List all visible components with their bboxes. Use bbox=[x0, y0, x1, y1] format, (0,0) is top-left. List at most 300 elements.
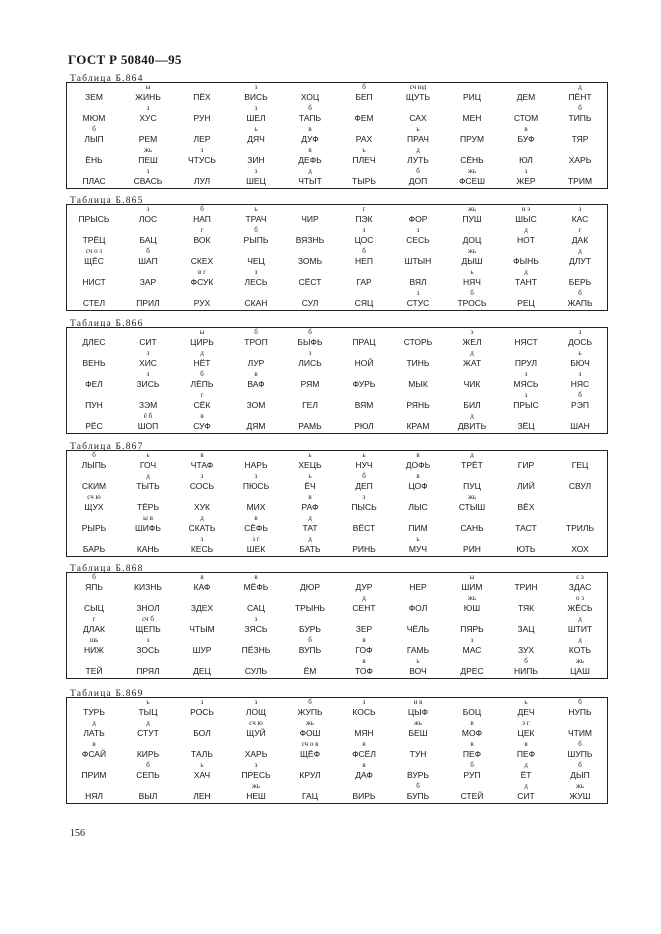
pronunciation-mark: в bbox=[254, 514, 258, 522]
pronunciation-mark: жь bbox=[467, 167, 477, 175]
word-text: НИЖ bbox=[83, 645, 105, 655]
pronunciation-mark: д bbox=[146, 719, 150, 727]
word-cell bbox=[229, 472, 283, 493]
word-text: ЗЁЦ bbox=[517, 421, 535, 431]
word-text: ДЯМ bbox=[246, 421, 266, 431]
word-table bbox=[66, 450, 608, 557]
word-cell bbox=[121, 125, 175, 146]
word-text: ФОЛ bbox=[408, 603, 428, 613]
pronunciation-mark: б bbox=[578, 289, 582, 297]
word-cell bbox=[553, 636, 607, 657]
word-text: ПРАЧ bbox=[407, 134, 429, 144]
word-cell bbox=[283, 451, 337, 472]
word-text: ВЯМ bbox=[354, 400, 374, 410]
word-text: ЩУТЬ bbox=[405, 92, 431, 102]
word-cell bbox=[391, 615, 445, 636]
word-cell bbox=[229, 636, 283, 657]
table-row bbox=[67, 226, 607, 247]
word-text: ХАЧ bbox=[193, 770, 211, 780]
word-text: РОСЬ bbox=[190, 707, 214, 717]
pronunciation-mark: г bbox=[92, 615, 96, 623]
word-cell bbox=[283, 594, 337, 615]
table-row bbox=[67, 247, 607, 268]
word-text: СУЛ bbox=[301, 298, 319, 308]
word-text: ТЫЦ bbox=[138, 707, 158, 717]
pronunciation-mark: ь bbox=[416, 125, 420, 133]
word-cell bbox=[283, 740, 337, 761]
word-text: МЫК bbox=[408, 379, 428, 389]
word-cell bbox=[121, 535, 175, 556]
word-cell bbox=[445, 719, 499, 740]
word-cell bbox=[229, 268, 283, 289]
word-cell bbox=[553, 740, 607, 761]
pronunciation-mark: о з bbox=[575, 594, 584, 602]
word-cell bbox=[391, 391, 445, 412]
pronunciation-mark: з bbox=[146, 349, 150, 357]
table-row bbox=[67, 782, 607, 803]
pronunciation-mark: в bbox=[362, 657, 366, 665]
word-cell bbox=[337, 514, 391, 535]
word-cell bbox=[391, 167, 445, 188]
word-text: ПРЫС bbox=[513, 400, 539, 410]
word-text: ПРАЦ bbox=[352, 337, 376, 347]
word-text: СТЕЙ bbox=[460, 791, 484, 801]
word-cell bbox=[499, 782, 553, 803]
word-cell bbox=[445, 451, 499, 472]
word-text: НЕШ bbox=[246, 791, 266, 801]
word-text: ДАФ bbox=[355, 770, 373, 780]
word-cell bbox=[67, 391, 121, 412]
word-text: ЦИРЬ bbox=[190, 337, 214, 347]
word-cell bbox=[499, 472, 553, 493]
pronunciation-mark: жь bbox=[143, 146, 153, 154]
word-cell bbox=[499, 328, 553, 349]
word-cell bbox=[67, 451, 121, 472]
word-text: ЗНОЛ bbox=[136, 603, 160, 613]
word-text: ЧТЫМ bbox=[189, 624, 215, 634]
word-cell bbox=[229, 349, 283, 370]
word-cell bbox=[175, 104, 229, 125]
word-cell bbox=[175, 370, 229, 391]
word-cell bbox=[553, 657, 607, 678]
word-text: ФЕМ bbox=[354, 113, 374, 123]
word-text: СВАСЬ bbox=[133, 176, 163, 186]
word-cell bbox=[391, 493, 445, 514]
word-text: РЫРЬ bbox=[81, 523, 107, 533]
word-cell bbox=[499, 146, 553, 167]
pronunciation-mark: б bbox=[524, 657, 528, 665]
word-text: ВИСЬ bbox=[244, 92, 268, 102]
word-text: ДОФЬ bbox=[405, 460, 431, 470]
word-text: ТЫТЬ bbox=[136, 481, 160, 491]
word-cell bbox=[67, 615, 121, 636]
word-text: ВЯЗНЬ bbox=[295, 235, 325, 245]
word-text: СТЫШ bbox=[458, 502, 486, 512]
word-cell bbox=[445, 125, 499, 146]
word-text: ЁНЬ bbox=[85, 155, 103, 165]
word-text: ХАРЬ bbox=[568, 155, 592, 165]
word-text: ЧИК bbox=[463, 379, 481, 389]
word-text: ПЁХ bbox=[193, 92, 211, 102]
word-cell bbox=[229, 493, 283, 514]
word-table bbox=[66, 204, 608, 311]
word-text: НАП bbox=[193, 214, 211, 224]
word-text: ХИС bbox=[139, 358, 157, 368]
word-cell bbox=[553, 514, 607, 535]
word-cell bbox=[121, 391, 175, 412]
word-text: ЛУЛ bbox=[193, 176, 211, 186]
word-text: ПЮСЬ bbox=[242, 481, 270, 491]
word-text: РЯМ bbox=[300, 379, 320, 389]
word-cell bbox=[229, 782, 283, 803]
word-text: РУХ bbox=[193, 298, 211, 308]
word-cell bbox=[553, 247, 607, 268]
word-text: БИЛ bbox=[463, 400, 481, 410]
word-cell bbox=[499, 698, 553, 719]
word-cell bbox=[445, 740, 499, 761]
pronunciation-mark: в bbox=[254, 370, 258, 378]
word-text: МИХ bbox=[246, 502, 266, 512]
word-text: СТЕЛ bbox=[82, 298, 106, 308]
word-text: ПУН bbox=[85, 400, 103, 410]
word-text: КАНЬ bbox=[136, 544, 160, 554]
pronunciation-mark: жь bbox=[413, 719, 423, 727]
word-text: ВАФ bbox=[247, 379, 265, 389]
pronunciation-mark: ы в bbox=[143, 514, 153, 522]
word-cell bbox=[175, 412, 229, 433]
word-text: СУФ bbox=[193, 421, 211, 431]
word-text: ДЯЧ bbox=[247, 134, 265, 144]
word-cell bbox=[337, 573, 391, 594]
word-text: БУФ bbox=[517, 134, 535, 144]
word-text: СКЕХ bbox=[190, 256, 214, 266]
pronunciation-mark: жь bbox=[305, 719, 315, 727]
word-cell bbox=[499, 451, 553, 472]
word-cell bbox=[445, 412, 499, 433]
pronunciation-mark: ь bbox=[470, 268, 474, 276]
pronunciation-mark: г bbox=[362, 205, 366, 213]
word-text: РИНЬ bbox=[352, 544, 376, 554]
word-cell bbox=[175, 514, 229, 535]
pronunciation-mark: з bbox=[362, 493, 366, 501]
word-cell bbox=[121, 349, 175, 370]
word-cell bbox=[499, 535, 553, 556]
word-cell bbox=[499, 349, 553, 370]
word-text: ФЕЛ bbox=[85, 379, 103, 389]
word-cell bbox=[337, 268, 391, 289]
word-cell bbox=[229, 412, 283, 433]
word-text: ШАН bbox=[570, 421, 590, 431]
word-text: ЦОС bbox=[354, 235, 374, 245]
word-cell bbox=[121, 226, 175, 247]
pronunciation-mark: э г bbox=[522, 719, 530, 727]
word-text: ФУРЬ bbox=[352, 379, 376, 389]
word-cell bbox=[445, 146, 499, 167]
word-text: ПУШ bbox=[462, 214, 482, 224]
pronunciation-mark: з bbox=[416, 226, 420, 234]
word-cell bbox=[337, 125, 391, 146]
word-cell bbox=[337, 83, 391, 104]
word-cell bbox=[283, 349, 337, 370]
word-text: НЕП bbox=[355, 256, 373, 266]
word-cell bbox=[337, 740, 391, 761]
word-cell bbox=[499, 205, 553, 226]
word-text: ШУПЬ bbox=[567, 749, 593, 759]
word-cell bbox=[391, 268, 445, 289]
word-text: ДУФ bbox=[301, 134, 319, 144]
word-text: ДЕЧ bbox=[517, 707, 535, 717]
word-cell bbox=[229, 247, 283, 268]
pronunciation-mark: с з bbox=[576, 573, 584, 581]
word-text: ЖЕР bbox=[516, 176, 536, 186]
word-cell bbox=[121, 412, 175, 433]
pronunciation-mark: сч ю bbox=[87, 493, 101, 501]
word-text: ШТЫН bbox=[404, 256, 432, 266]
pronunciation-mark: д bbox=[524, 268, 528, 276]
word-text: БОЛ bbox=[193, 728, 211, 738]
word-cell bbox=[229, 370, 283, 391]
word-cell bbox=[553, 289, 607, 310]
table-row bbox=[67, 83, 607, 104]
word-text: ЩУЙ bbox=[246, 728, 266, 738]
word-text: ЛУР bbox=[247, 358, 265, 368]
word-cell bbox=[337, 104, 391, 125]
word-text: ЮТЬ bbox=[516, 544, 536, 554]
word-cell bbox=[121, 493, 175, 514]
word-cell bbox=[553, 615, 607, 636]
word-cell bbox=[229, 615, 283, 636]
word-text: ЗАР bbox=[139, 277, 157, 287]
word-cell bbox=[283, 289, 337, 310]
word-text: ЦЫФ bbox=[407, 707, 429, 717]
word-text: НЁТ bbox=[193, 358, 211, 368]
word-text: ТЁРЬ bbox=[136, 502, 160, 512]
word-text: ПЯРЬ bbox=[460, 624, 484, 634]
pronunciation-mark: ы bbox=[469, 573, 475, 581]
word-cell bbox=[67, 514, 121, 535]
word-text: ДВИТЬ bbox=[457, 421, 487, 431]
pronunciation-mark: д bbox=[146, 472, 150, 480]
word-text: ГОЧ bbox=[139, 460, 157, 470]
word-text: ДУР bbox=[355, 582, 373, 592]
word-text: САНЬ bbox=[460, 523, 484, 533]
word-cell bbox=[67, 205, 121, 226]
table-caption: Таблица Б.869 bbox=[70, 689, 144, 699]
word-cell bbox=[283, 514, 337, 535]
word-cell bbox=[445, 370, 499, 391]
word-text: КРАМ bbox=[406, 421, 430, 431]
word-text: НИСТ bbox=[82, 277, 106, 287]
word-cell bbox=[337, 782, 391, 803]
word-text: СЁСТ bbox=[298, 277, 322, 287]
word-cell bbox=[553, 493, 607, 514]
word-text: ГАР bbox=[356, 277, 372, 287]
word-text: МАС bbox=[462, 645, 482, 655]
word-cell bbox=[553, 104, 607, 125]
word-text: ДЕП bbox=[355, 481, 373, 491]
pronunciation-mark: д bbox=[308, 514, 312, 522]
word-cell bbox=[337, 226, 391, 247]
word-text: ДОП bbox=[408, 176, 428, 186]
word-text: ДЛУТ bbox=[569, 256, 591, 266]
word-text: ЮЛ bbox=[519, 155, 533, 165]
word-text: ГЕЦ bbox=[571, 460, 589, 470]
word-text: ТАПЬ bbox=[298, 113, 322, 123]
word-text: ТРЫНЬ bbox=[294, 603, 326, 613]
word-text: ТРОСЬ bbox=[457, 298, 487, 308]
word-text: ЦЕК bbox=[517, 728, 535, 738]
word-text: СИТ bbox=[139, 337, 157, 347]
word-cell bbox=[337, 328, 391, 349]
word-text: ЦАШ bbox=[570, 666, 590, 676]
word-cell bbox=[391, 125, 445, 146]
table-row bbox=[67, 657, 607, 678]
table-row bbox=[67, 451, 607, 472]
word-text: ВУПЬ bbox=[298, 645, 322, 655]
word-cell bbox=[67, 636, 121, 657]
word-cell bbox=[445, 472, 499, 493]
pronunciation-mark: з bbox=[254, 167, 258, 175]
word-cell bbox=[67, 247, 121, 268]
word-text: БЕП bbox=[355, 92, 373, 102]
word-cell bbox=[499, 657, 553, 678]
pronunciation-mark: б bbox=[470, 289, 474, 297]
word-cell bbox=[445, 205, 499, 226]
word-text: СЁНЬ bbox=[460, 155, 484, 165]
word-cell bbox=[499, 370, 553, 391]
table-row bbox=[67, 104, 607, 125]
pronunciation-mark: з bbox=[146, 167, 150, 175]
word-table bbox=[66, 82, 608, 189]
word-cell bbox=[283, 125, 337, 146]
page-title: ГОСТ Р 50840—95 bbox=[68, 52, 182, 67]
word-text: НАРЬ bbox=[244, 460, 268, 470]
pronunciation-mark: з bbox=[254, 268, 258, 276]
pronunciation-mark: б bbox=[470, 761, 474, 769]
word-cell bbox=[445, 594, 499, 615]
pronunciation-mark: ь bbox=[308, 451, 312, 459]
word-text: ПРУМ bbox=[459, 134, 485, 144]
word-text: ВОЧ bbox=[409, 666, 427, 676]
word-cell bbox=[175, 146, 229, 167]
word-cell bbox=[391, 83, 445, 104]
word-text: ЁЧ bbox=[304, 481, 316, 491]
word-cell bbox=[175, 782, 229, 803]
word-cell bbox=[445, 636, 499, 657]
pronunciation-mark: ь bbox=[146, 698, 150, 706]
word-text: ШИФЬ bbox=[135, 523, 161, 533]
word-text: СТОРЬ bbox=[403, 337, 433, 347]
word-text: НЯС bbox=[570, 379, 590, 389]
word-cell bbox=[229, 698, 283, 719]
word-text: ЖУШ bbox=[569, 791, 591, 801]
pronunciation-mark: б bbox=[362, 247, 366, 255]
pronunciation-mark: б bbox=[92, 573, 96, 581]
word-cell bbox=[121, 104, 175, 125]
word-cell bbox=[67, 472, 121, 493]
word-cell bbox=[283, 573, 337, 594]
pronunciation-mark: жь bbox=[467, 247, 477, 255]
word-cell bbox=[499, 226, 553, 247]
word-text: САХ bbox=[409, 113, 427, 123]
word-text: ЛАТЬ bbox=[83, 728, 105, 738]
word-text: ЛЕР bbox=[193, 134, 211, 144]
word-cell bbox=[499, 83, 553, 104]
pronunciation-mark: з bbox=[200, 698, 204, 706]
word-text: ТЕЙ bbox=[85, 666, 103, 676]
word-text: НЯЧ bbox=[463, 277, 481, 287]
pronunciation-mark: жь bbox=[575, 782, 585, 790]
word-text: ЖЕЛ bbox=[462, 337, 482, 347]
word-cell bbox=[283, 698, 337, 719]
word-cell bbox=[67, 328, 121, 349]
word-text: ТУН bbox=[409, 749, 427, 759]
word-cell bbox=[337, 349, 391, 370]
word-cell bbox=[229, 594, 283, 615]
word-text: ЗДАС bbox=[568, 582, 592, 592]
word-cell bbox=[121, 657, 175, 678]
table-row bbox=[67, 412, 607, 433]
pronunciation-mark: ь bbox=[362, 146, 366, 154]
word-text: ПРЕСЬ bbox=[241, 770, 271, 780]
word-cell bbox=[67, 493, 121, 514]
word-cell bbox=[499, 615, 553, 636]
pronunciation-mark: ы bbox=[199, 328, 205, 336]
pronunciation-mark: б bbox=[254, 328, 258, 336]
word-cell bbox=[553, 83, 607, 104]
pronunciation-mark: в bbox=[200, 573, 204, 581]
word-cell bbox=[175, 289, 229, 310]
word-text: РЫПЬ bbox=[243, 235, 269, 245]
word-text: САЦ bbox=[247, 603, 265, 613]
word-cell bbox=[121, 451, 175, 472]
word-text: ПИМ bbox=[408, 523, 428, 533]
word-cell bbox=[175, 167, 229, 188]
pronunciation-mark: д bbox=[470, 451, 474, 459]
word-text: КРУЛ bbox=[299, 770, 321, 780]
word-cell bbox=[229, 719, 283, 740]
word-text: ЁТ bbox=[520, 770, 532, 780]
word-cell bbox=[445, 268, 499, 289]
pronunciation-mark: з bbox=[578, 328, 582, 336]
pronunciation-mark: ь bbox=[254, 125, 258, 133]
word-text: ТРАЧ bbox=[245, 214, 267, 224]
word-cell bbox=[175, 349, 229, 370]
word-cell bbox=[283, 104, 337, 125]
pronunciation-mark: з bbox=[200, 535, 204, 543]
word-text: РИН bbox=[463, 544, 481, 554]
word-cell bbox=[445, 535, 499, 556]
pronunciation-mark: в bbox=[308, 125, 312, 133]
word-text: ПРЫСЬ bbox=[78, 214, 110, 224]
word-cell bbox=[391, 349, 445, 370]
word-text: СИТ bbox=[517, 791, 535, 801]
word-cell bbox=[67, 370, 121, 391]
word-cell bbox=[121, 761, 175, 782]
word-cell bbox=[445, 657, 499, 678]
table-row bbox=[67, 328, 607, 349]
word-text: ЖУПЬ bbox=[297, 707, 323, 717]
word-text: ХЕЦЬ bbox=[298, 460, 322, 470]
word-cell bbox=[499, 514, 553, 535]
pronunciation-mark: з bbox=[578, 370, 582, 378]
word-text: ЗОСЬ bbox=[136, 645, 160, 655]
word-cell bbox=[283, 535, 337, 556]
word-text: ЗОМ bbox=[246, 400, 266, 410]
word-cell bbox=[499, 719, 553, 740]
word-text: КАФ bbox=[193, 582, 211, 592]
pronunciation-mark: в bbox=[92, 740, 96, 748]
